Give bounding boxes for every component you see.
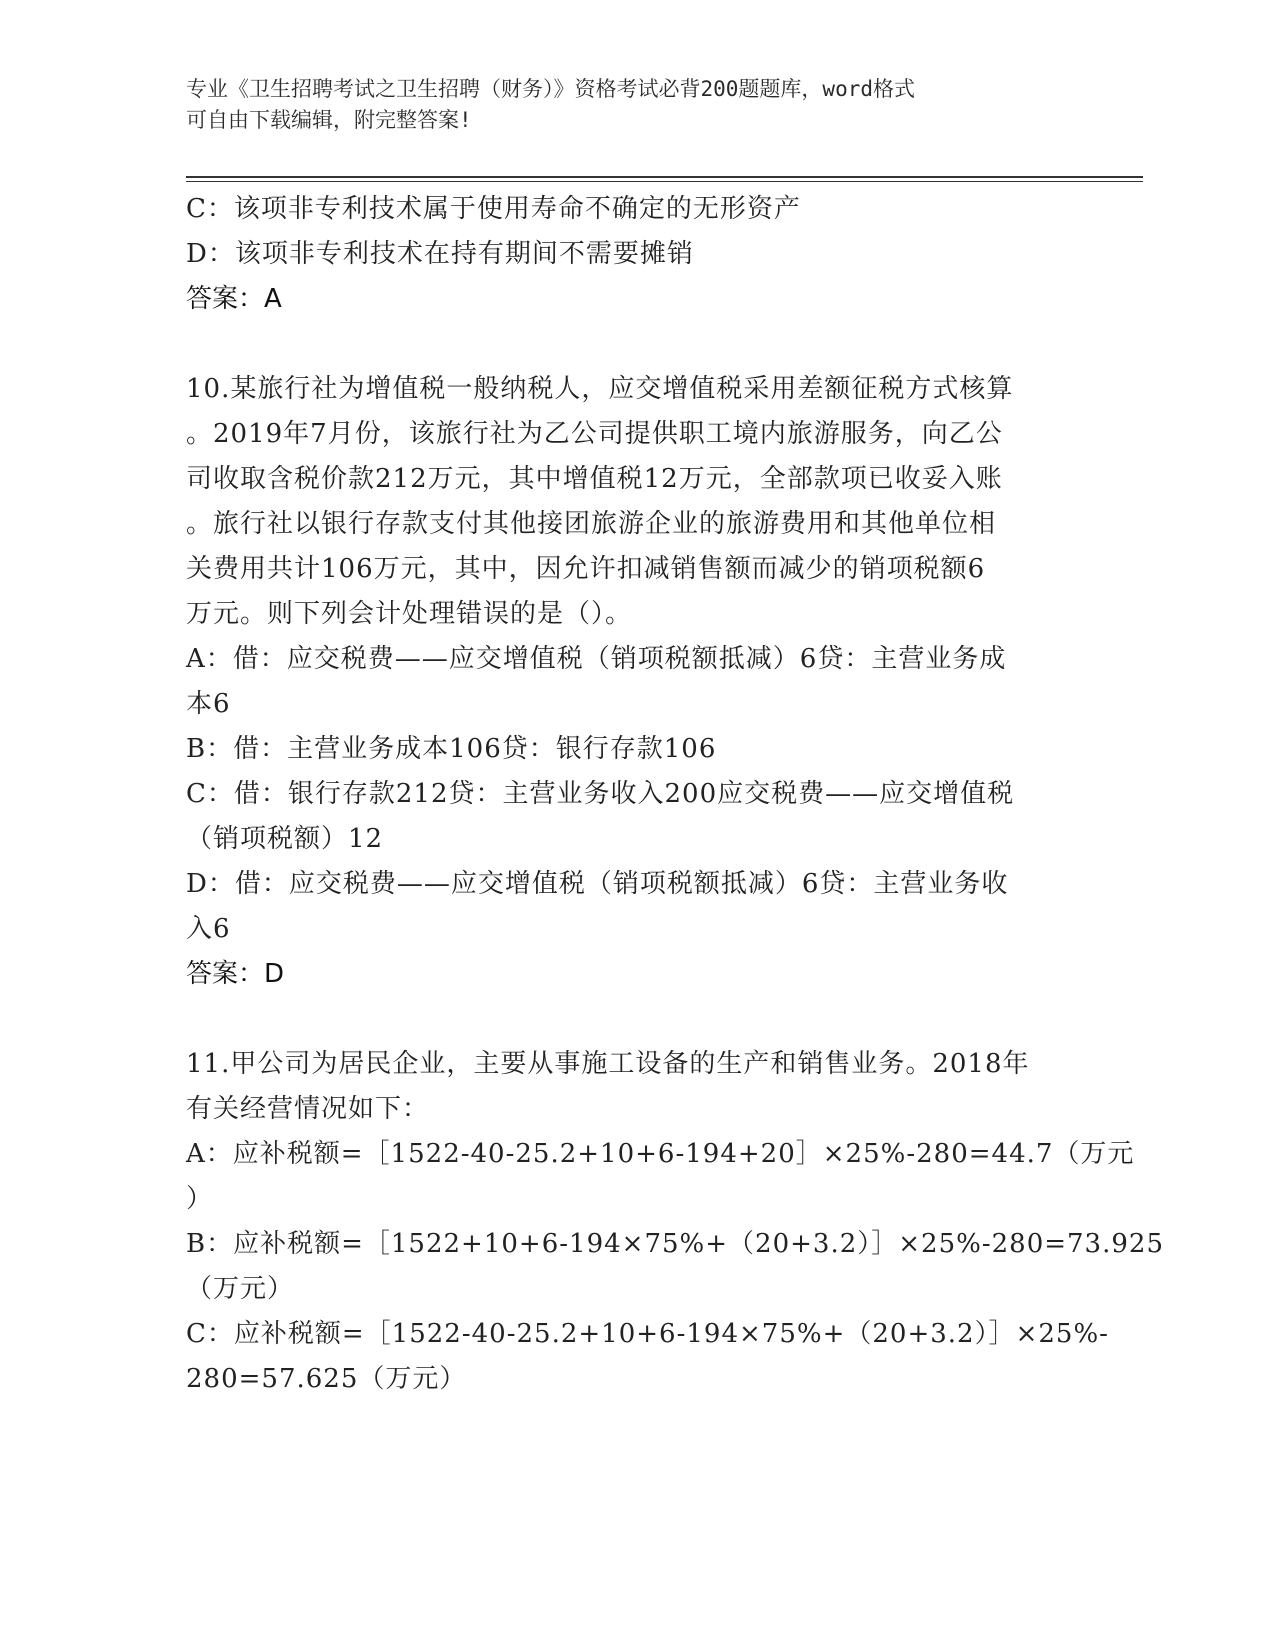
option-c: C：应补税额=［1522-40-25.2+10+6-194×75%+（20+3.2）］×25%- xyxy=(186,1319,1109,1349)
option-d: D：借：应交税费——应交增值税（销项税额抵减）6贷：主营业务收 xyxy=(186,869,1009,899)
question-text-line: 司收取含税价款212万元，其中增值税12万元，全部款项已收妥入账 xyxy=(186,464,1003,494)
question-text-line: 关费用共计106万元，其中，因允许扣减销售额而减少的销项税额6 xyxy=(186,554,986,584)
option-a: A：应补税额=［1522-40-25.2+10+6-194+20］×25%-280=44.7（万元 xyxy=(186,1139,1135,1169)
question-text-line: 。2019年7月份，该旅行社为乙公司提供职工境内旅游服务，向乙公 xyxy=(186,419,1003,449)
option-a-continued: 本6 xyxy=(186,689,231,719)
question-text-line: 万元。则下列会计处理错误的是（）。 xyxy=(186,599,633,629)
answer-label: 答案：A xyxy=(186,284,282,314)
question-text-line: 有关经营情况如下： xyxy=(186,1094,430,1124)
option-c-continued: 280=57.625（万元） xyxy=(186,1364,467,1394)
option-b: B：借：主营业务成本106贷：银行存款106 xyxy=(186,734,717,764)
spacer xyxy=(186,997,1076,1042)
header-divider xyxy=(186,176,1143,182)
option-a-continued: ） xyxy=(186,1184,214,1214)
spacer xyxy=(186,322,1076,367)
page-header xyxy=(186,74,1086,136)
option-c-continued: （销项税额）12 xyxy=(186,824,384,854)
answer-label: 答案：D xyxy=(186,959,285,989)
option-d: D：该项非专利技术在持有期间不需要摊销 xyxy=(186,239,694,269)
option-c: C：该项非专利技术属于使用寿命不确定的无形资产 xyxy=(186,194,801,224)
option-d-continued: 入6 xyxy=(186,914,231,944)
prev-question-block xyxy=(186,187,1076,322)
question-text-line: 11.甲公司为居民企业，主要从事施工设备的生产和销售业务。2018年 xyxy=(186,1049,1030,1079)
question-text-line: 10.某旅行社为增值税一般纳税人，应交增值税采用差额征税方式核算 xyxy=(186,374,1014,404)
document-body xyxy=(186,187,1164,1402)
option-a: A：借：应交税费——应交增值税（销项税额抵减）6贷：主营业务成 xyxy=(186,644,1007,674)
option-b: B：应补税额=［1522+10+6-194×75%+（20+3.2）］×25%-280=73.925 xyxy=(186,1229,1164,1259)
question-11-block xyxy=(186,1042,1164,1402)
question-10-block xyxy=(186,367,1076,997)
option-c: C：借：银行存款212贷：主营业务收入200应交税费——应交增值税 xyxy=(186,779,1015,809)
header-line-2: 可自由下载编辑，附完整答案! xyxy=(186,108,472,132)
header-line-1: 专业《卫生招聘考试之卫生招聘（财务）》资格考试必背200题题库，word格式 xyxy=(186,77,915,101)
question-text-line: 。旅行社以银行存款支付其他接团旅游企业的旅游费用和其他单位相 xyxy=(186,509,997,539)
option-b-continued: （万元） xyxy=(186,1274,295,1304)
